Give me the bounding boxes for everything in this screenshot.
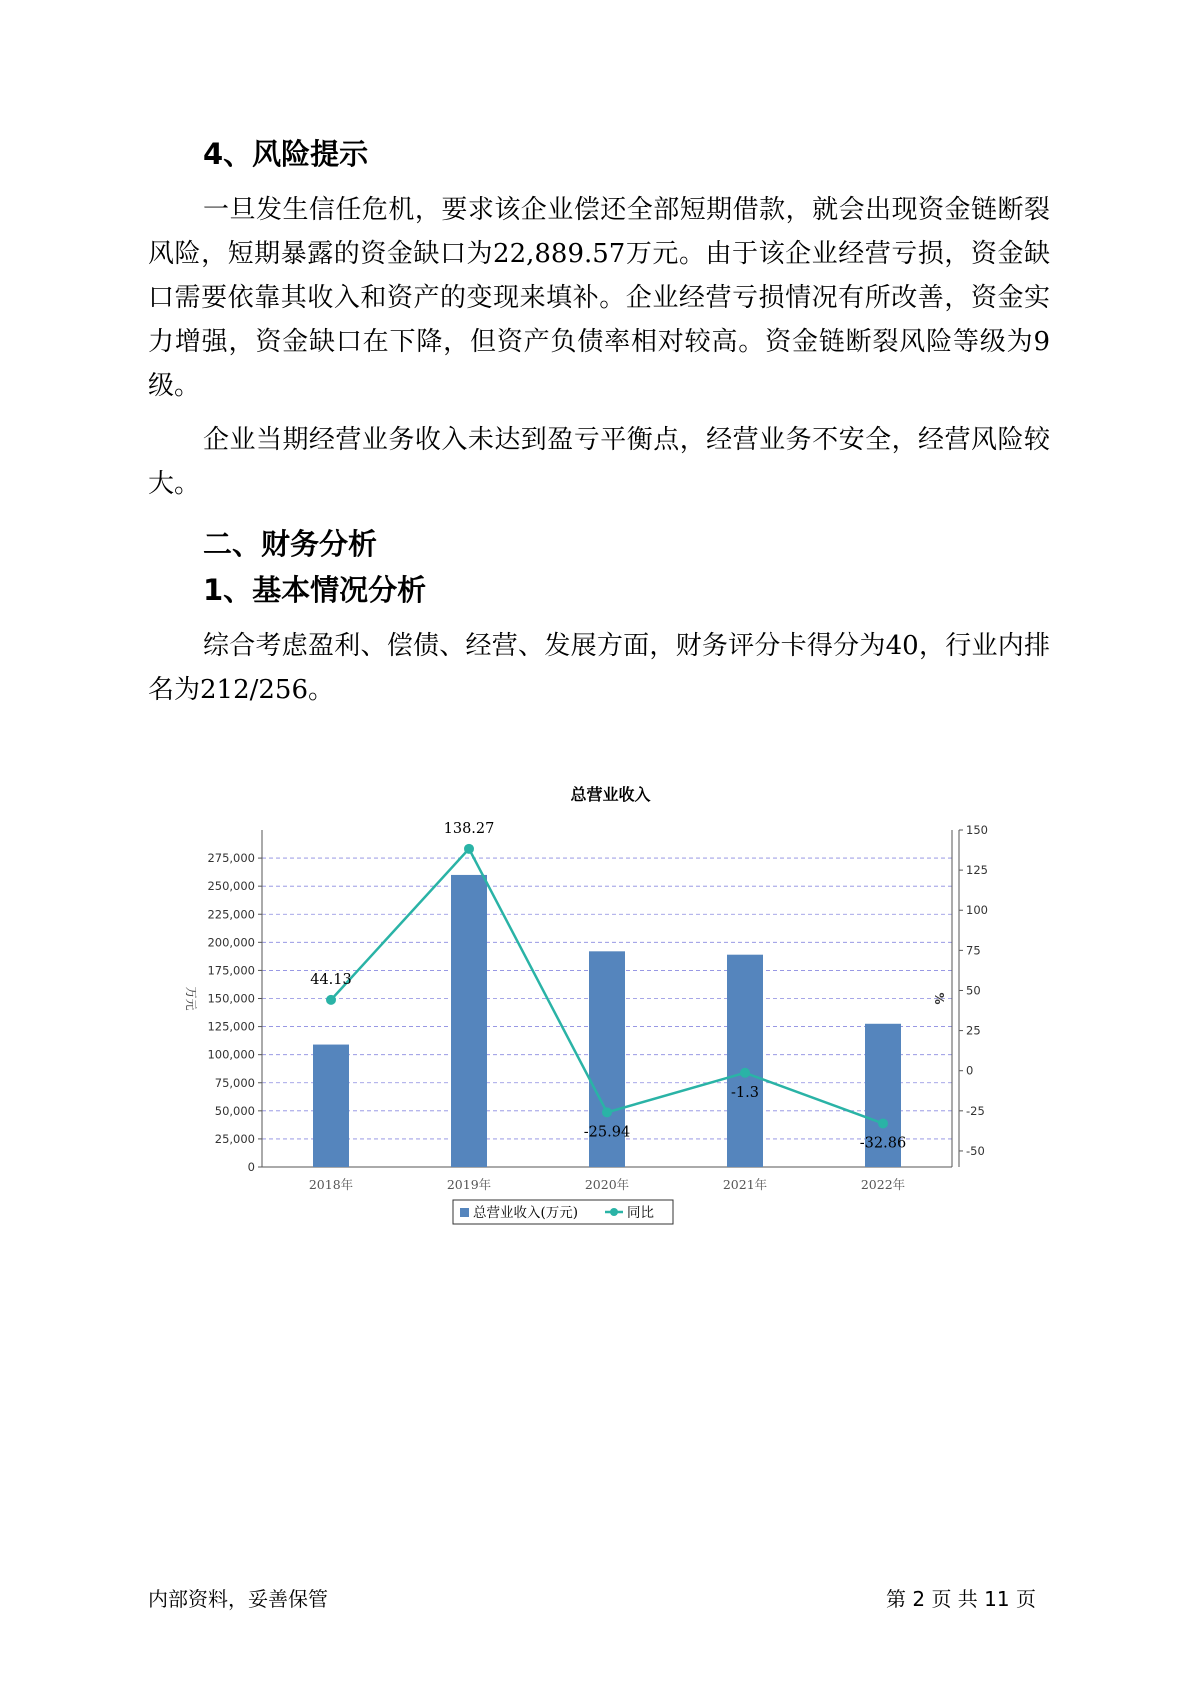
y2-tick-label: 125 — [966, 863, 988, 878]
y-tick-label: 100,000 — [207, 1047, 255, 1062]
chart-title: 总营业收入 — [570, 785, 651, 804]
yoy-data-label: 44.13 — [310, 971, 352, 988]
y-tick-label: 0 — [247, 1160, 255, 1174]
x-tick-label: 2022年 — [860, 1177, 906, 1192]
yoy-point — [326, 995, 336, 1005]
y2-axis-label: % — [932, 992, 946, 1005]
y-tick-label: 250,000 — [207, 879, 255, 894]
y-tick-label: 175,000 — [207, 963, 255, 978]
y2-tick-label: 50 — [966, 983, 981, 998]
y2-tick-label: -25 — [966, 1103, 985, 1118]
yoy-point — [464, 844, 474, 854]
legend-label-yoy: 同比 — [627, 1205, 654, 1221]
heading-financial-analysis: 二、财务分析 — [203, 527, 378, 561]
y-axis-label: 万元 — [184, 986, 198, 1011]
revenue-bar — [727, 955, 763, 1167]
y-tick-label: 25,000 — [214, 1131, 255, 1146]
revenue-bar — [451, 875, 487, 1167]
x-tick-label: 2019年 — [446, 1177, 492, 1192]
paragraph-risk-2: 企业当期经营业务收入未达到盈亏平衡点，经营业务不安全，经营风险较大。 — [148, 425, 1050, 499]
footer-confidential: 内部资料，妥善保管 — [148, 1587, 328, 1611]
x-tick-label: 2020年 — [584, 1177, 630, 1192]
y-tick-label: 150,000 — [207, 991, 255, 1006]
footer-page-number: 第 2 页 共 11 页 — [886, 1587, 1036, 1611]
yoy-point — [602, 1107, 612, 1117]
yoy-data-label: 138.27 — [443, 820, 495, 837]
y2-tick-label: 100 — [966, 903, 988, 918]
legend-swatch-bar — [460, 1208, 469, 1217]
legend-swatch-point — [610, 1208, 618, 1216]
y2-tick-label: 0 — [966, 1063, 974, 1078]
y-tick-label: 200,000 — [207, 935, 255, 950]
yoy-point — [740, 1068, 750, 1078]
y2-tick-label: 25 — [966, 1023, 981, 1038]
y2-tick-label: -50 — [966, 1143, 985, 1158]
revenue-bar — [313, 1045, 349, 1167]
y-tick-label: 75,000 — [214, 1075, 255, 1090]
paragraph-risk-1: 一旦发生信任危机，要求该企业偿还全部短期借款，就会出现资金链断裂风险，短期暴露的资金缺口为22,889.57万元。由于该企业经营亏损，资金缺口需要依靠其收入和资产的变现来填补。企业经营亏损情况有所改善，资金实力增强，资金缺口在下降，但资产负债率相对较高。资金链断裂风险等级为9级。 — [148, 195, 1050, 401]
y-tick-label: 275,000 — [207, 851, 255, 866]
heading-risk-warning: 4、风险提示 — [203, 137, 369, 171]
yoy-point — [878, 1118, 888, 1128]
y2-tick-label: 150 — [966, 823, 988, 837]
yoy-data-label: -32.86 — [859, 1135, 907, 1152]
x-tick-label: 2018年 — [308, 1177, 354, 1192]
legend-label-revenue: 总营业收入(万元) — [473, 1205, 579, 1221]
y-tick-label: 225,000 — [207, 907, 255, 922]
paragraph-basic-analysis: 综合考虑盈利、偿债、经营、发展方面，财务评分卡得分为40，行业内排名为212/256。 — [148, 631, 1050, 705]
x-tick-label: 2021年 — [722, 1177, 768, 1192]
y2-tick-label: 75 — [966, 943, 981, 958]
y-tick-label: 125,000 — [207, 1019, 255, 1034]
revenue-chart — [175, 780, 988, 1250]
heading-basic-analysis: 1、基本情况分析 — [203, 573, 427, 607]
y-tick-label: 50,000 — [214, 1103, 255, 1118]
yoy-data-label: -1.3 — [731, 1084, 759, 1101]
yoy-data-label: -25.94 — [583, 1124, 631, 1141]
